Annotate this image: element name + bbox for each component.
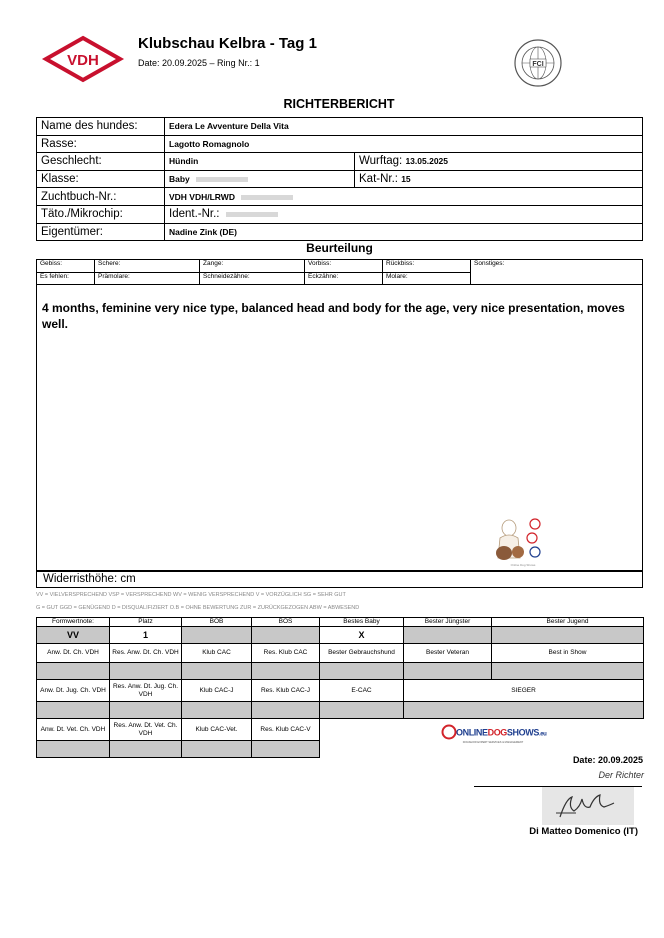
zuchtbuch-value: VDH VDH/LRWD xyxy=(169,191,235,202)
empty-cell xyxy=(492,663,644,680)
wurftag-value: 13.05.2025 xyxy=(405,156,448,167)
stamp-caption: Online Dog Shows xyxy=(510,563,536,567)
bester-jugend-header: Bester Jugend xyxy=(492,618,644,627)
judge-signature xyxy=(542,787,634,825)
taeto-label: Täto./Mikrochip: xyxy=(37,205,165,223)
empty-cell xyxy=(37,702,110,719)
wurftag-cell xyxy=(355,153,643,171)
bestes-baby-header: Bestes Baby xyxy=(320,618,404,627)
res-anw-dt-vet-header: Res. Anw. Dt. Vet. Ch. VDH xyxy=(110,719,182,741)
bob-value xyxy=(182,627,252,644)
res-klub-cac-header: Res. Klub CAC xyxy=(252,644,320,663)
sieger-header: SIEGER xyxy=(404,680,644,702)
katnr-label: Kat-Nr.: xyxy=(359,173,398,186)
katnr-cell xyxy=(355,170,643,188)
praemolare-label: Prämolare: xyxy=(95,272,200,285)
empty-cell xyxy=(404,663,492,680)
grading-legend-line2: G = GUT GGD = GENÜGEND D = DISQUALIFIZIERT O.B = OHNE BEWERTUNG ZUR = ZURÜCKGEZOGEN ABW = ABWESEND xyxy=(36,605,360,611)
name-label: Name des hundes: xyxy=(37,118,165,136)
geschlecht-value: Hündin xyxy=(165,153,355,171)
klub-cac-j-header: Klub CAC-J xyxy=(182,680,252,702)
eigentuemer-label: Eigentümer: xyxy=(37,223,165,241)
dog-info-table xyxy=(36,117,643,241)
show-title: Klubschau Kelbra - Tag 1 xyxy=(138,35,317,52)
klub-cac-vet-header: Klub CAC-Vet. xyxy=(182,719,252,741)
formwert-value: VV xyxy=(37,627,110,644)
empty-cell xyxy=(182,663,252,680)
widerristhoehe-field: Widerristhöhe: cm xyxy=(36,571,643,588)
empty-cell xyxy=(404,702,644,719)
fci-logo-text: FCI xyxy=(532,61,544,68)
bester-juengster-value xyxy=(404,627,492,644)
empty-cell xyxy=(110,741,182,758)
zange-label: Zange: xyxy=(200,260,305,273)
onlinedogshows-logo xyxy=(441,721,547,747)
bestes-baby-value: X xyxy=(320,627,404,644)
geschlecht-label: Geschlecht: xyxy=(37,153,165,171)
res-anw-dt-jug-header: Res. Anw. Dt. Jug. Ch. VDH xyxy=(110,680,182,702)
redacted-mark xyxy=(196,177,248,182)
es-fehlen-label: Es fehlen: xyxy=(37,272,95,285)
vdh-logo xyxy=(44,36,122,82)
anw-dt-ch-header: Anw. Dt. Ch. VDH xyxy=(37,644,110,663)
empty-cell xyxy=(110,663,182,680)
awards-table xyxy=(36,617,644,758)
katnr-value: 15 xyxy=(401,174,411,185)
bos-value xyxy=(252,627,320,644)
res-anw-dt-ch-header: Res. Anw. Dt. Ch. VDH xyxy=(110,644,182,663)
ident-cell xyxy=(165,205,643,223)
klub-cac-header: Klub CAC xyxy=(182,644,252,663)
rasse-label: Rasse: xyxy=(37,135,165,153)
bester-jugend-value xyxy=(492,627,644,644)
show-subtitle: Date: 20.09.2025 – Ring Nr.: 1 xyxy=(138,58,260,68)
klasse-label: Klasse: xyxy=(37,170,165,188)
ident-label: Ident.-Nr.: xyxy=(169,208,220,221)
report-title: RICHTERBERICHT xyxy=(283,97,395,111)
name-value: Edera Le Avventure Della Vita xyxy=(165,118,643,136)
rasse-value: Lagotto Romagnolo xyxy=(165,135,643,153)
bob-header: BOB xyxy=(182,618,252,627)
gebiss-label: Gebiss: xyxy=(37,260,95,273)
empty-cell xyxy=(37,741,110,758)
brand-tagline: DOGSHOW EXPERT SERVICES & MANAGEMENT xyxy=(462,741,524,744)
vorbiss-label: Vorbiss: xyxy=(305,260,383,273)
fci-logo xyxy=(513,38,563,88)
empty-cell xyxy=(320,663,404,680)
empty-cell xyxy=(182,741,252,758)
bester-gebrauchshund-header: Bester Gebrauchshund xyxy=(320,644,404,663)
bester-juengster-header: Bester Jüngster xyxy=(404,618,492,627)
empty-cell xyxy=(252,663,320,680)
empty-cell xyxy=(252,702,320,719)
brand-shows: SHOWS xyxy=(506,727,539,738)
e-cac-header: E-CAC xyxy=(320,680,404,702)
grading-legend-line1: VV = VIELVERSPRECHEND VSP = VERSPRECHEND WV = WENIG VERSPRECHEND V = VORZÜGLICH SG = SEHR GUT xyxy=(36,592,346,598)
svg-text:ONLINEDOGSHOWS.eu xyxy=(456,728,547,738)
empty-cell xyxy=(252,741,320,758)
redacted-mark xyxy=(241,195,293,200)
judge-name: Di Matteo Domenico (IT) xyxy=(529,826,638,837)
res-klub-cac-v-header: Res. Klub CAC-V xyxy=(252,719,320,741)
anw-dt-jug-header: Anw. Dt. Jug. Ch. VDH xyxy=(37,680,110,702)
redacted-mark xyxy=(226,212,278,217)
judge-comment: 4 months, feminine very nice type, balanced head and body for the age, very nice presentation, moves well. xyxy=(42,301,625,331)
platz-header: Platz xyxy=(110,618,182,627)
richter-label: Der Richter xyxy=(598,770,644,780)
molare-label: Molare: xyxy=(383,272,471,285)
wurftag-label: Wurftag: xyxy=(359,155,403,168)
empty-cell xyxy=(182,702,252,719)
platz-value: 1 xyxy=(110,627,182,644)
bos-header: BOS xyxy=(252,618,320,627)
vdh-logo-text: VDH xyxy=(67,52,99,69)
beurteilung-heading: Beurteilung xyxy=(306,241,373,255)
dog-stamp-icon xyxy=(492,508,554,568)
zuchtbuch-cell xyxy=(165,188,643,206)
klasse-value: Baby xyxy=(169,174,190,185)
rueckbiss-label: Rückbiss: xyxy=(383,260,471,273)
anw-dt-vet-header: Anw. Dt. Vet. Ch. VDH xyxy=(37,719,110,741)
sonstiges-label: Sonstiges: xyxy=(471,260,643,285)
zuchtbuch-label: Zuchtbuch-Nr.: xyxy=(37,188,165,206)
best-in-show-header: Best in Show xyxy=(492,644,644,663)
formwertnote-header: Formwertnote: xyxy=(37,618,110,627)
bester-veteran-header: Bester Veteran xyxy=(404,644,492,663)
empty-cell xyxy=(37,663,110,680)
schneidezaehne-label: Schneidezähne: xyxy=(200,272,305,285)
eckzaehne-label: Eckzähne: xyxy=(305,272,383,285)
teeth-table xyxy=(36,259,643,285)
empty-cell xyxy=(110,702,182,719)
report-date: Date: 20.09.2025 xyxy=(572,755,643,765)
brand-online: ONLINE xyxy=(456,727,488,738)
schere-label: Schere: xyxy=(95,260,200,273)
res-klub-cac-j-header: Res. Klub CAC-J xyxy=(252,680,320,702)
empty-cell xyxy=(320,702,404,719)
eigentuemer-value: Nadine Zink (DE) xyxy=(165,223,643,241)
brand-tld: .eu xyxy=(538,731,547,738)
brand-dog: DOG xyxy=(487,727,507,738)
klasse-cell xyxy=(165,170,355,188)
